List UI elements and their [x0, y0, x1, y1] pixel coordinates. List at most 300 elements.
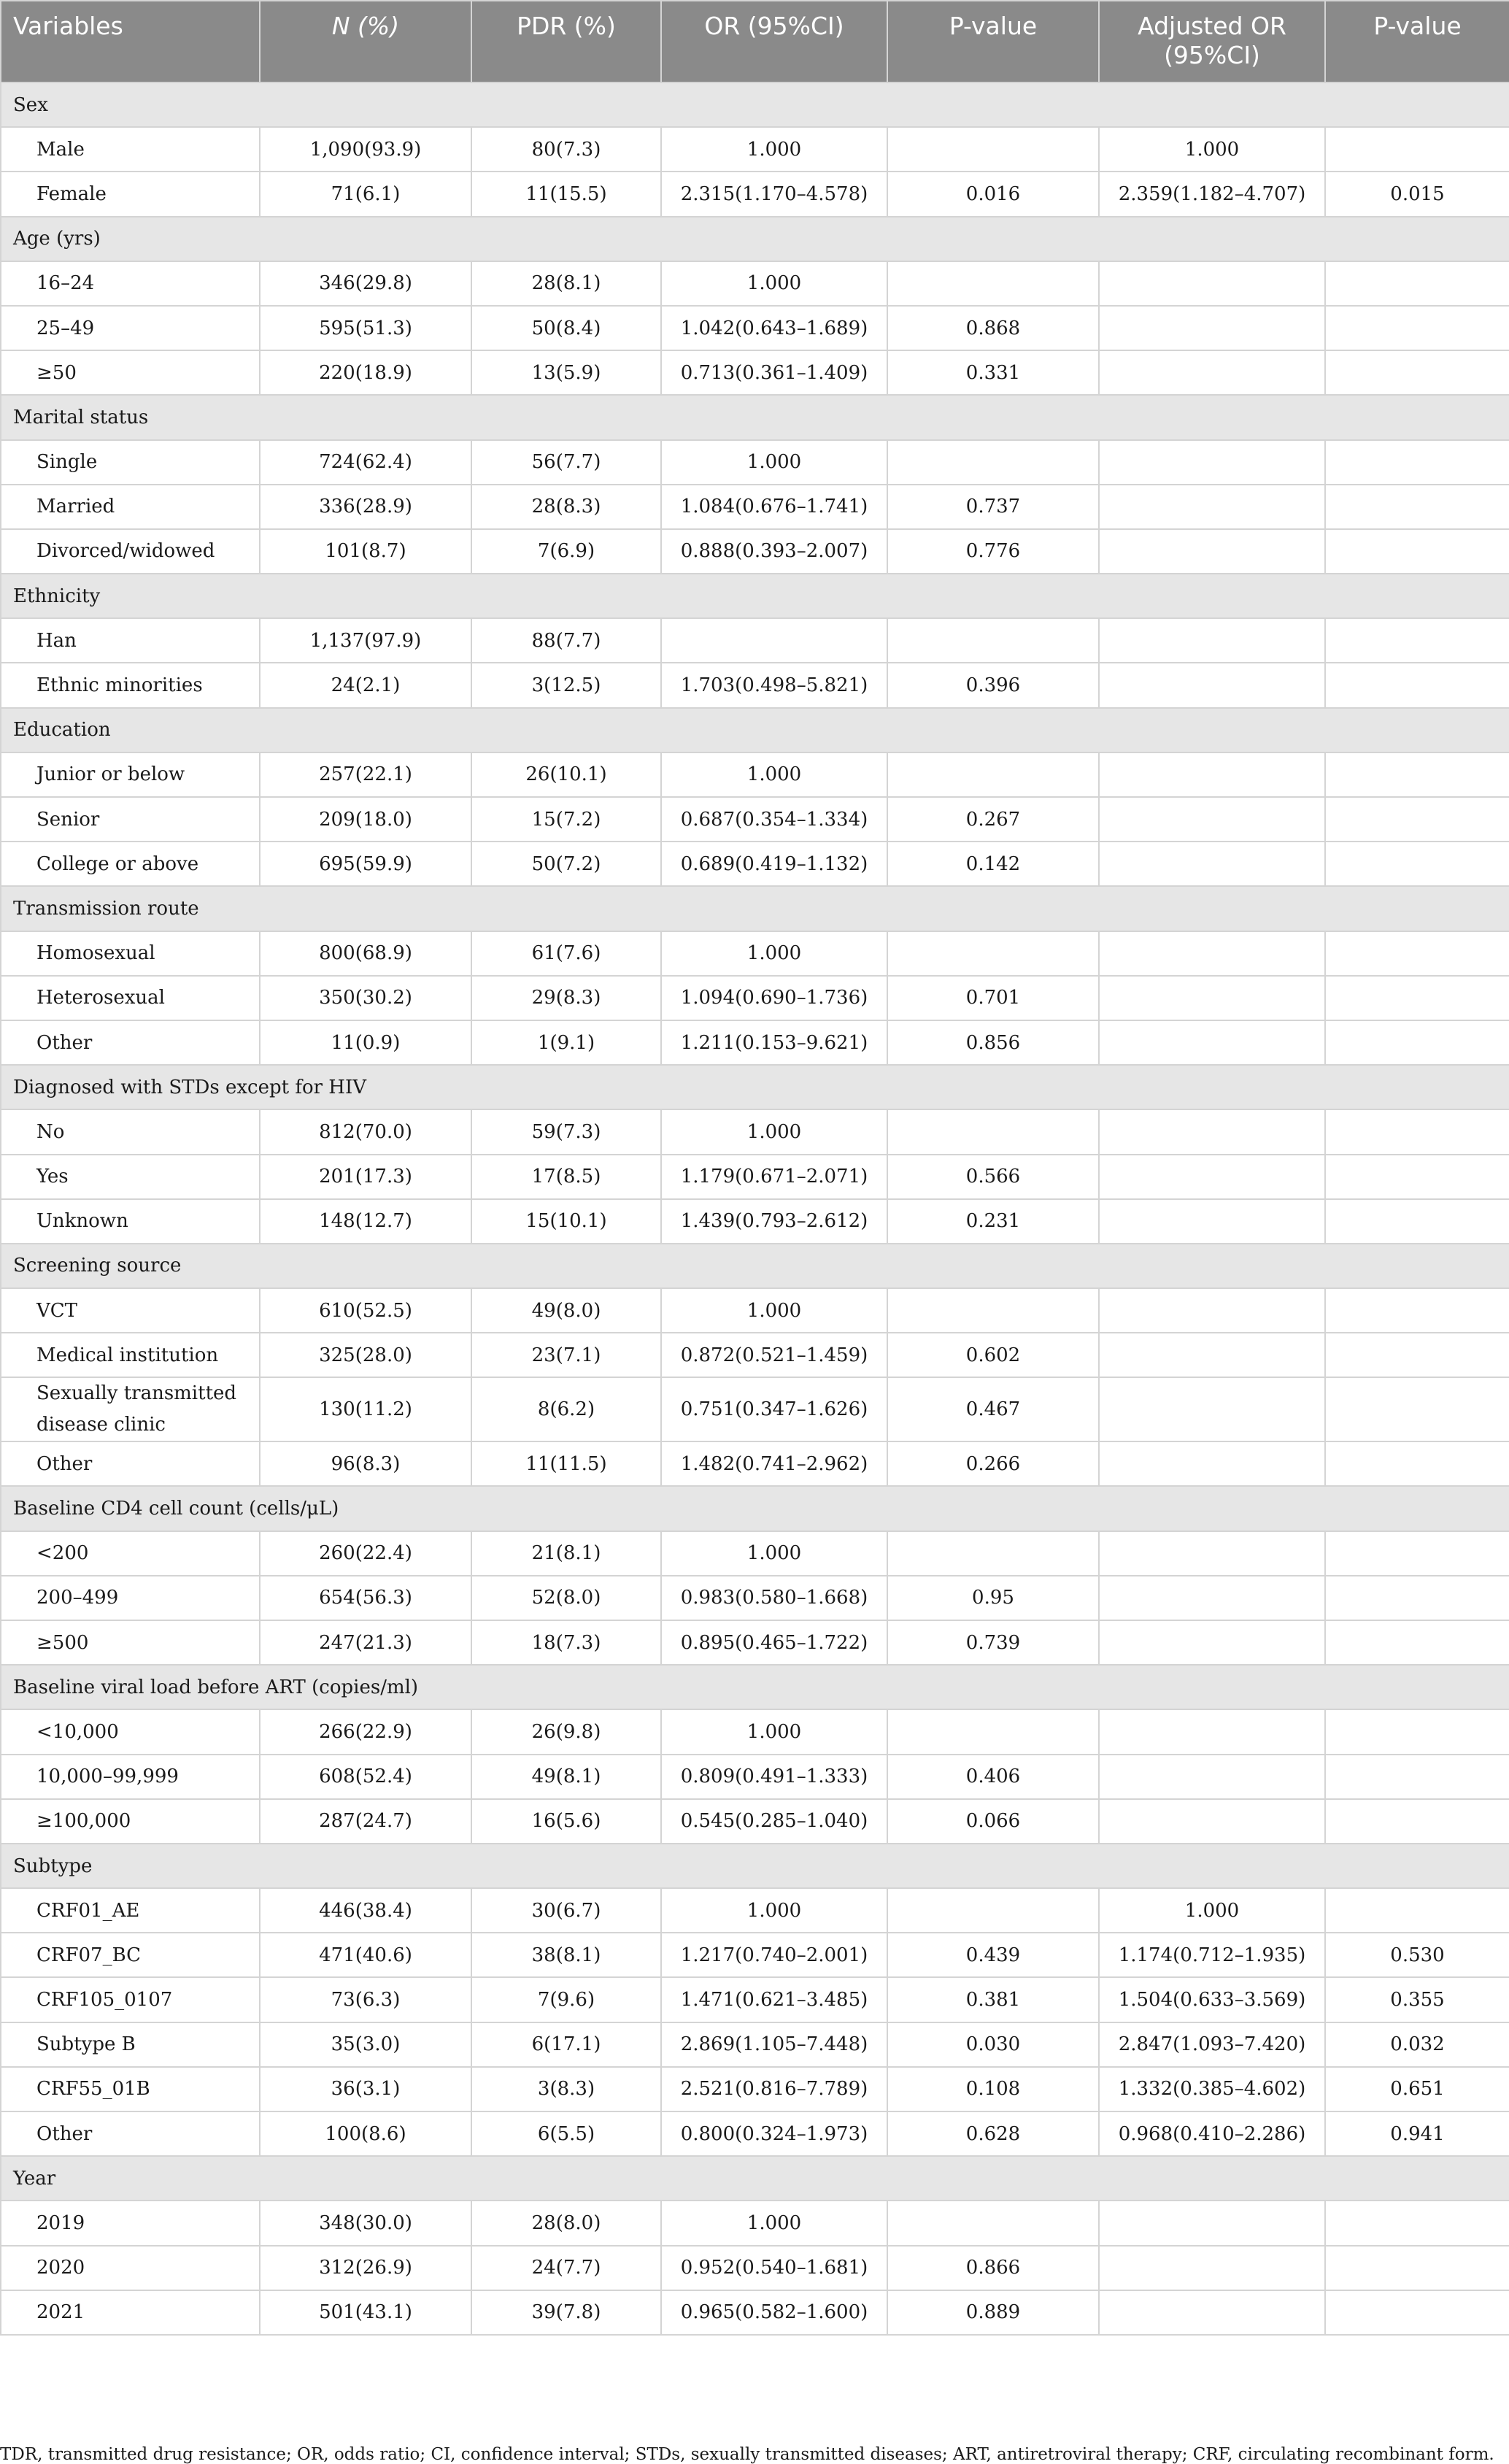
table-cell	[1099, 2246, 1325, 2290]
table-row	[1, 842, 1509, 886]
row-label: <10,000	[1, 1709, 260, 1754]
table-cell	[1325, 1755, 1509, 1799]
table-cell: 0.941	[1325, 2111, 1509, 2156]
category-row	[1, 574, 1509, 618]
table-row	[1, 1576, 1509, 1620]
header-n-percent: N (%)	[260, 1, 471, 82]
table-cell: 2.315(1.170–4.578)	[661, 172, 887, 216]
table-cell	[1099, 1531, 1325, 1576]
table-cell	[1325, 2201, 1509, 2245]
category-row	[1, 1486, 1509, 1531]
row-label: Female	[1, 172, 260, 216]
row-label: ≥100,000	[1, 1799, 260, 1844]
row-label: 2020	[1, 2246, 260, 2290]
table-row	[1, 1333, 1509, 1377]
row-label: Single	[1, 440, 260, 485]
row-label: Homosexual	[1, 931, 260, 976]
table-cell	[1325, 931, 1509, 976]
table-cell: 0.776	[887, 529, 1099, 574]
header-or: OR (95%CI)	[661, 1, 887, 82]
table-cell: 724(62.4)	[260, 440, 471, 485]
row-label: Yes	[1, 1155, 260, 1199]
table-row	[1, 529, 1509, 574]
category-label: Screening source	[1, 1244, 1509, 1288]
table-cell: 1.000	[661, 440, 887, 485]
table-cell: 26(10.1)	[471, 752, 661, 797]
row-label: 16–24	[1, 261, 260, 306]
table-cell: 0.381	[887, 1977, 1099, 2022]
row-label: VCT	[1, 1288, 260, 1333]
table-cell: 1.000	[661, 1531, 887, 1576]
table-cell	[1325, 350, 1509, 395]
row-label: Heterosexual	[1, 976, 260, 1020]
table-cell	[1325, 1709, 1509, 1754]
table-cell	[1099, 2201, 1325, 2245]
table-cell: 101(8.7)	[260, 529, 471, 574]
table-cell	[661, 618, 887, 663]
row-label: College or above	[1, 842, 260, 886]
table-cell: 50(7.2)	[471, 842, 661, 886]
table-cell	[1099, 976, 1325, 1020]
category-row	[1, 708, 1509, 752]
table-cell: 100(8.6)	[260, 2111, 471, 2156]
table-cell	[1099, 306, 1325, 350]
category-row	[1, 886, 1509, 931]
table-row	[1, 1020, 1509, 1065]
category-row	[1, 2156, 1509, 2201]
category-label: Education	[1, 708, 1509, 752]
table-cell: 654(56.3)	[260, 1576, 471, 1620]
table-cell	[887, 931, 1099, 976]
table-cell: 0.108	[887, 2067, 1099, 2111]
table-body	[1, 82, 1509, 2335]
table-cell: 0.015	[1325, 172, 1509, 216]
table-cell	[1099, 440, 1325, 485]
category-label: Subtype	[1, 1844, 1509, 1888]
table-cell: 0.739	[887, 1620, 1099, 1665]
table-cell	[1325, 1109, 1509, 1154]
table-cell	[887, 618, 1099, 663]
row-label: 2021	[1, 2290, 260, 2335]
table-cell	[1325, 797, 1509, 842]
table-cell: 71(6.1)	[260, 172, 471, 216]
table-cell: 0.266	[887, 1441, 1099, 1486]
table-cell: 1.042(0.643–1.689)	[661, 306, 887, 350]
table-cell: 2.869(1.105–7.448)	[661, 2022, 887, 2067]
table-cell: 2.359(1.182–4.707)	[1099, 172, 1325, 216]
table-cell	[1325, 485, 1509, 529]
table-cell: 501(43.1)	[260, 2290, 471, 2335]
table-cell: 312(26.9)	[260, 2246, 471, 2290]
table-cell	[1325, 1441, 1509, 1486]
category-row	[1, 395, 1509, 439]
table-cell: 0.066	[887, 1799, 1099, 1844]
table-cell: 348(30.0)	[260, 2201, 471, 2245]
table-cell: 0.545(0.285–1.040)	[661, 1799, 887, 1844]
table-cell	[1099, 1199, 1325, 1244]
table-row	[1, 1377, 1509, 1441]
table-row	[1, 1288, 1509, 1333]
table-cell: 1.439(0.793–2.612)	[661, 1199, 887, 1244]
table-row	[1, 1199, 1509, 1244]
table-cell: 1.000	[661, 261, 887, 306]
table-row	[1, 797, 1509, 842]
table-cell: 28(8.1)	[471, 261, 661, 306]
table-cell: 21(8.1)	[471, 1531, 661, 1576]
table-row	[1, 1888, 1509, 1933]
table-cell	[1099, 1620, 1325, 1665]
table-cell	[887, 1888, 1099, 1933]
table-cell: 16(5.6)	[471, 1799, 661, 1844]
table-cell	[1099, 752, 1325, 797]
table-cell: 11(15.5)	[471, 172, 661, 216]
table-cell: 1.000	[661, 1109, 887, 1154]
table-row	[1, 663, 1509, 707]
table-cell: 1.179(0.671–2.071)	[661, 1155, 887, 1199]
table-cell: 595(51.3)	[260, 306, 471, 350]
table-row	[1, 1933, 1509, 1977]
table-cell: 266(22.9)	[260, 1709, 471, 1754]
table-cell: 7(9.6)	[471, 1977, 661, 2022]
row-label: Ethnic minorities	[1, 663, 260, 707]
table-cell: 257(22.1)	[260, 752, 471, 797]
table-cell: 1.000	[1099, 1888, 1325, 1933]
table-cell: 38(8.1)	[471, 1933, 661, 1977]
table-cell	[1099, 1377, 1325, 1441]
table-cell: 0.713(0.361–1.409)	[661, 350, 887, 395]
table-cell: 7(6.9)	[471, 529, 661, 574]
table-cell: 88(7.7)	[471, 618, 661, 663]
table-cell: 0.868	[887, 306, 1099, 350]
table-cell	[1325, 1576, 1509, 1620]
table-cell: 0.856	[887, 1020, 1099, 1065]
table-cell	[1099, 797, 1325, 842]
category-label: Ethnicity	[1, 574, 1509, 618]
table-cell	[1325, 1288, 1509, 1333]
table-cell	[1099, 1799, 1325, 1844]
table-cell: 1.703(0.498–5.821)	[661, 663, 887, 707]
table-cell	[1099, 261, 1325, 306]
table-row	[1, 1799, 1509, 1844]
table-row	[1, 1155, 1509, 1199]
table-cell	[887, 261, 1099, 306]
table-cell: 0.651	[1325, 2067, 1509, 2111]
table-cell: 247(21.3)	[260, 1620, 471, 1665]
table-cell: 1.094(0.690–1.736)	[661, 976, 887, 1020]
table-row	[1, 440, 1509, 485]
table-cell: 336(28.9)	[260, 485, 471, 529]
table-cell: 0.968(0.410–2.286)	[1099, 2111, 1325, 2156]
table-cell: 346(29.8)	[260, 261, 471, 306]
table-cell: 17(8.5)	[471, 1155, 661, 1199]
table-cell: 6(17.1)	[471, 2022, 661, 2067]
table-cell: 0.866	[887, 2246, 1099, 2290]
table-cell: 446(38.4)	[260, 1888, 471, 1933]
table-cell	[1099, 1755, 1325, 1799]
table-cell: 0.016	[887, 172, 1099, 216]
table-cell: 209(18.0)	[260, 797, 471, 842]
table-cell	[1099, 842, 1325, 886]
table-cell: 350(30.2)	[260, 976, 471, 1020]
table-cell: 18(7.3)	[471, 1620, 661, 1665]
row-label: Junior or below	[1, 752, 260, 797]
table-row	[1, 261, 1509, 306]
table-cell	[1099, 618, 1325, 663]
row-label: 25–49	[1, 306, 260, 350]
table-cell: 29(8.3)	[471, 976, 661, 1020]
table-cell: 28(8.3)	[471, 485, 661, 529]
table-cell: 80(7.3)	[471, 127, 661, 172]
table-footnote: TDR, transmitted drug resistance; OR, odds ratio; CI, confidence interval; STDs, sexually transmitted diseases; ART, antiretroviral therapy; CRF, circulating recombinant form.	[0, 2445, 1494, 2464]
table-row	[1, 2246, 1509, 2290]
table-row	[1, 306, 1509, 350]
table-cell: 39(7.8)	[471, 2290, 661, 2335]
header-adjusted-or: Adjusted OR (95%CI)	[1099, 1, 1325, 82]
table-cell: 325(28.0)	[260, 1333, 471, 1377]
table-cell	[1325, 618, 1509, 663]
table-row	[1, 1441, 1509, 1486]
table-cell: 1.217(0.740–2.001)	[661, 1933, 887, 1977]
table-cell: 0.965(0.582–1.600)	[661, 2290, 887, 2335]
table-cell: 0.983(0.580–1.668)	[661, 1576, 887, 1620]
table-cell: 3(12.5)	[471, 663, 661, 707]
table-cell: 0.030	[887, 2022, 1099, 2067]
table-cell: 1.482(0.741–2.962)	[661, 1441, 887, 1486]
table-cell	[1099, 1155, 1325, 1199]
table-row	[1, 2067, 1509, 2111]
table-cell	[1325, 1199, 1509, 1244]
row-label: Senior	[1, 797, 260, 842]
table-cell: 0.800(0.324–1.973)	[661, 2111, 887, 2156]
category-label: Baseline viral load before ART (copies/ml)	[1, 1665, 1509, 1709]
table-cell: 0.687(0.354–1.334)	[661, 797, 887, 842]
row-label: 2019	[1, 2201, 260, 2245]
table-cell	[1325, 261, 1509, 306]
table-cell: 49(8.0)	[471, 1288, 661, 1333]
table-cell: 0.737	[887, 485, 1099, 529]
category-label: Transmission route	[1, 886, 1509, 931]
table-cell: 0.689(0.419–1.132)	[661, 842, 887, 886]
table-cell: 50(8.4)	[471, 306, 661, 350]
row-label: Other	[1, 1020, 260, 1065]
row-label: 200–499	[1, 1576, 260, 1620]
table-cell	[1325, 752, 1509, 797]
table-cell: 0.267	[887, 797, 1099, 842]
table-cell	[887, 440, 1099, 485]
table-cell	[1099, 1333, 1325, 1377]
category-row	[1, 1065, 1509, 1109]
table-cell	[887, 1531, 1099, 1576]
row-label: No	[1, 1109, 260, 1154]
table-row	[1, 1620, 1509, 1665]
table-cell	[1099, 663, 1325, 707]
table-cell: 6(5.5)	[471, 2111, 661, 2156]
row-label: Married	[1, 485, 260, 529]
table-cell: 49(8.1)	[471, 1755, 661, 1799]
table-cell: 471(40.6)	[260, 1933, 471, 1977]
table-cell: 0.439	[887, 1933, 1099, 1977]
category-label: Year	[1, 2156, 1509, 2201]
table-cell: 0.406	[887, 1755, 1099, 1799]
row-label: 10,000–99,999	[1, 1755, 260, 1799]
row-label: CRF01_AE	[1, 1888, 260, 1933]
table-cell	[1099, 350, 1325, 395]
table-cell: 0.889	[887, 2290, 1099, 2335]
table-cell: 1.471(0.621–3.485)	[661, 1977, 887, 2022]
row-label: CRF07_BC	[1, 1933, 260, 1977]
category-label: Age (yrs)	[1, 217, 1509, 261]
table-cell	[887, 1709, 1099, 1754]
table-cell: 201(17.3)	[260, 1155, 471, 1199]
table-cell: 1.000	[661, 931, 887, 976]
table-cell: 28(8.0)	[471, 2201, 661, 2245]
table-row	[1, 172, 1509, 216]
table-cell: 0.602	[887, 1333, 1099, 1377]
table-cell: 1.000	[661, 752, 887, 797]
table-cell	[1325, 1155, 1509, 1199]
table-cell: 610(52.5)	[260, 1288, 471, 1333]
table-cell: 11(0.9)	[260, 1020, 471, 1065]
table-cell	[1099, 485, 1325, 529]
table-cell: 24(2.1)	[260, 663, 471, 707]
table-cell	[887, 1288, 1099, 1333]
row-label: Male	[1, 127, 260, 172]
table-cell	[1325, 2290, 1509, 2335]
table-cell	[1099, 1109, 1325, 1154]
table-cell	[1325, 842, 1509, 886]
table-cell	[1325, 663, 1509, 707]
category-row	[1, 217, 1509, 261]
category-label: Marital status	[1, 395, 1509, 439]
table-row	[1, 2290, 1509, 2335]
table-cell: 61(7.6)	[471, 931, 661, 976]
table-cell: 130(11.2)	[260, 1377, 471, 1441]
category-label: Baseline CD4 cell count (cells/μL)	[1, 1486, 1509, 1531]
table-cell	[1325, 976, 1509, 1020]
table-row	[1, 485, 1509, 529]
table-cell: 148(12.7)	[260, 1199, 471, 1244]
table-header	[1, 1, 1509, 82]
table-cell: 0.467	[887, 1377, 1099, 1441]
table-cell	[1099, 1288, 1325, 1333]
row-label: ≥50	[1, 350, 260, 395]
table-row	[1, 752, 1509, 797]
row-label: <200	[1, 1531, 260, 1576]
table-cell: 1.000	[661, 127, 887, 172]
table-cell: 1.084(0.676–1.741)	[661, 485, 887, 529]
row-label: Unknown	[1, 1199, 260, 1244]
table-cell: 0.530	[1325, 1933, 1509, 1977]
row-label: Other	[1, 2111, 260, 2156]
table-cell: 36(3.1)	[260, 2067, 471, 2111]
table-cell: 1.504(0.633–3.569)	[1099, 1977, 1325, 2022]
table-cell	[1099, 2290, 1325, 2335]
table-cell: 0.331	[887, 350, 1099, 395]
table-cell: 26(9.8)	[471, 1709, 661, 1754]
table-row	[1, 350, 1509, 395]
table-cell: 0.355	[1325, 1977, 1509, 2022]
table-cell: 695(59.9)	[260, 842, 471, 886]
category-row	[1, 1665, 1509, 1709]
table-cell: 0.751(0.347–1.626)	[661, 1377, 887, 1441]
table-cell	[887, 752, 1099, 797]
table-cell: 2.847(1.093–7.420)	[1099, 2022, 1325, 2067]
row-label: Divorced/widowed	[1, 529, 260, 574]
table-cell: 0.95	[887, 1576, 1099, 1620]
table-cell: 0.231	[887, 1199, 1099, 1244]
table-cell: 260(22.4)	[260, 1531, 471, 1576]
table-cell: 52(8.0)	[471, 1576, 661, 1620]
row-label: Subtype B	[1, 2022, 260, 2067]
table-cell: 1.000	[661, 2201, 887, 2245]
table-cell: 1.000	[661, 1888, 887, 1933]
table-cell	[1325, 440, 1509, 485]
table-cell: 1.211(0.153–9.621)	[661, 1020, 887, 1065]
table-row	[1, 2201, 1509, 2245]
header-pdr: PDR (%)	[471, 1, 661, 82]
table-cell: 1.332(0.385–4.602)	[1099, 2067, 1325, 2111]
table-cell: 0.809(0.491–1.333)	[661, 1755, 887, 1799]
table-cell	[1325, 306, 1509, 350]
table-cell	[1325, 127, 1509, 172]
row-label: CRF55_01B	[1, 2067, 260, 2111]
table-cell	[1099, 1441, 1325, 1486]
category-label: Diagnosed with STDs except for HIV	[1, 1065, 1509, 1109]
table-cell	[1325, 1531, 1509, 1576]
table-row	[1, 1109, 1509, 1154]
table-cell: 59(7.3)	[471, 1109, 661, 1154]
table-cell: 15(10.1)	[471, 1199, 661, 1244]
table-cell	[1325, 1799, 1509, 1844]
row-label: Sexually transmitted disease clinic	[1, 1377, 260, 1441]
table-cell	[887, 127, 1099, 172]
table-row	[1, 1531, 1509, 1576]
table-cell: 35(3.0)	[260, 2022, 471, 2067]
table-cell: 1.174(0.712–1.935)	[1099, 1933, 1325, 1977]
table-row	[1, 127, 1509, 172]
table-cell: 11(11.5)	[471, 1441, 661, 1486]
table-cell	[1099, 1576, 1325, 1620]
table-cell	[1325, 1620, 1509, 1665]
row-label: Medical institution	[1, 1333, 260, 1377]
table-cell: 800(68.9)	[260, 931, 471, 976]
table-cell: 24(7.7)	[471, 2246, 661, 2290]
table-cell: 0.566	[887, 1155, 1099, 1199]
table-cell: 1.000	[661, 1709, 887, 1754]
header-variables: Variables	[1, 1, 260, 82]
table-cell: 0.895(0.465–1.722)	[661, 1620, 887, 1665]
table-cell	[1325, 1888, 1509, 1933]
table-cell: 0.142	[887, 842, 1099, 886]
table-row	[1, 618, 1509, 663]
table-cell	[887, 1109, 1099, 1154]
row-label: ≥500	[1, 1620, 260, 1665]
category-row	[1, 1244, 1509, 1288]
table-cell	[1325, 2246, 1509, 2290]
table-cell	[1325, 529, 1509, 574]
category-row	[1, 82, 1509, 127]
table-cell: 220(18.9)	[260, 350, 471, 395]
table-cell: 0.952(0.540–1.681)	[661, 2246, 887, 2290]
table-cell: 608(52.4)	[260, 1755, 471, 1799]
table-cell: 1(9.1)	[471, 1020, 661, 1065]
header-p-value: P-value	[887, 1, 1099, 82]
category-row	[1, 1844, 1509, 1888]
table-cell	[887, 2201, 1099, 2245]
table-cell	[1099, 1709, 1325, 1754]
table-row	[1, 1755, 1509, 1799]
table-row	[1, 2022, 1509, 2067]
